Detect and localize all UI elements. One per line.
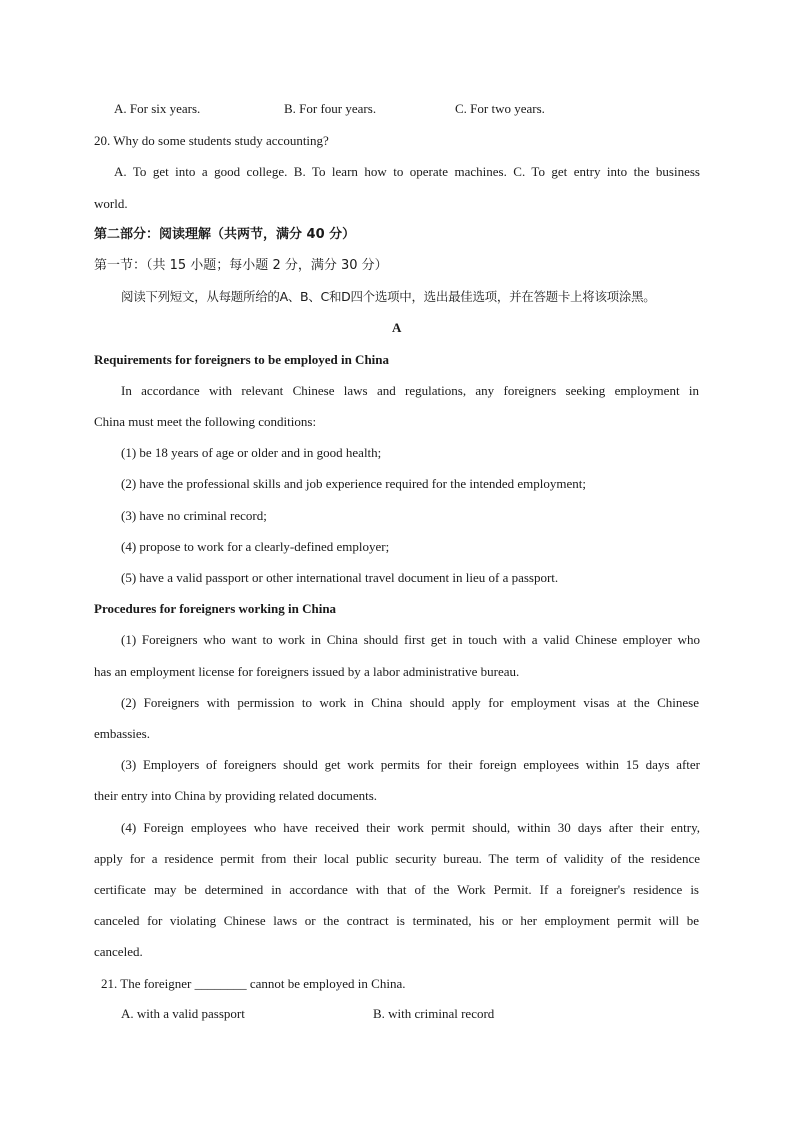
procedure-1-line-2: has an employment license for foreigners issued by a labor administrative bureau. xyxy=(94,664,520,679)
procedure-4-line-1: (4) Foreign employees who have received their work permit should, within 30 days after their entry, xyxy=(121,820,700,835)
intro-line-1: In accordance with relevant Chinese laws and regulations, any foreigners seeking employment in xyxy=(121,383,699,398)
intro-line-2: China must meet the following conditions: xyxy=(94,414,317,429)
q19-option-a: A. For six years. xyxy=(114,101,201,116)
section1-heading: 第一节：（共 15 小题；每小题 2 分，满分 30 分） xyxy=(94,258,388,273)
condition-3: (3) have no criminal record; xyxy=(121,508,267,523)
condition-2: (2) have the professional skills and job experience required for the intended employment; xyxy=(121,476,586,491)
instruction: 阅读下列短文，从每题所给的A、B、C和D四个选项中，选出最佳选项，并在答题卡上将该项涂黑。 xyxy=(121,289,656,304)
q21-question: 21. The foreigner ________ cannot be employed in China. xyxy=(101,976,406,991)
procedure-4-line-3: certificate may be determined in accordance with that of the Work Permit. If a foreigner's residence is xyxy=(94,882,699,897)
procedure-4-line-2: apply for a residence permit from their local public security bureau. The term of validity of the residence xyxy=(94,851,700,866)
condition-1: (1) be 18 years of age or older and in good health; xyxy=(121,445,382,460)
condition-4: (4) propose to work for a clearly-defined employer; xyxy=(121,539,390,554)
q21-option-b: B. with criminal record xyxy=(373,1006,495,1021)
q21-option-a: A. with a valid passport xyxy=(121,1006,245,1021)
procedures-title: Procedures for foreigners working in China xyxy=(94,601,337,616)
passage-label: A xyxy=(392,320,402,335)
procedure-4-line-4: canceled for violating Chinese laws or the contract is terminated, his or her employment permit will be xyxy=(94,913,699,928)
q20-options-cont: world. xyxy=(94,196,128,211)
condition-5: (5) have a valid passport or other international travel document in lieu of a passport. xyxy=(121,570,559,585)
q20-options: A. To get into a good college. B. To learn how to operate machines. C. To get entry into the business xyxy=(114,164,700,179)
procedure-4-line-5: canceled. xyxy=(94,944,143,959)
procedure-3-line-1: (3) Employers of foreigners should get work permits for their foreign employees within 15 days after xyxy=(121,757,700,772)
procedure-3-line-2: their entry into China by providing related documents. xyxy=(94,788,378,803)
procedure-1-line-1: (1) Foreigners who want to work in China should first get in touch with a valid Chinese employer who xyxy=(121,632,700,647)
q19-option-c: C. For two years. xyxy=(455,101,545,116)
requirements-title: Requirements for foreigners to be employed in China xyxy=(94,352,390,367)
procedure-2-line-1: (2) Foreigners with permission to work in China should apply for employment visas at the Chinese xyxy=(121,695,699,710)
q19-option-b: B. For four years. xyxy=(284,101,377,116)
q20-question: 20. Why do some students study accounting? xyxy=(94,133,329,148)
part2-heading: 第二部分：阅读理解（共两节，满分 40 分） xyxy=(94,227,356,242)
procedure-2-line-2: embassies. xyxy=(94,726,150,741)
